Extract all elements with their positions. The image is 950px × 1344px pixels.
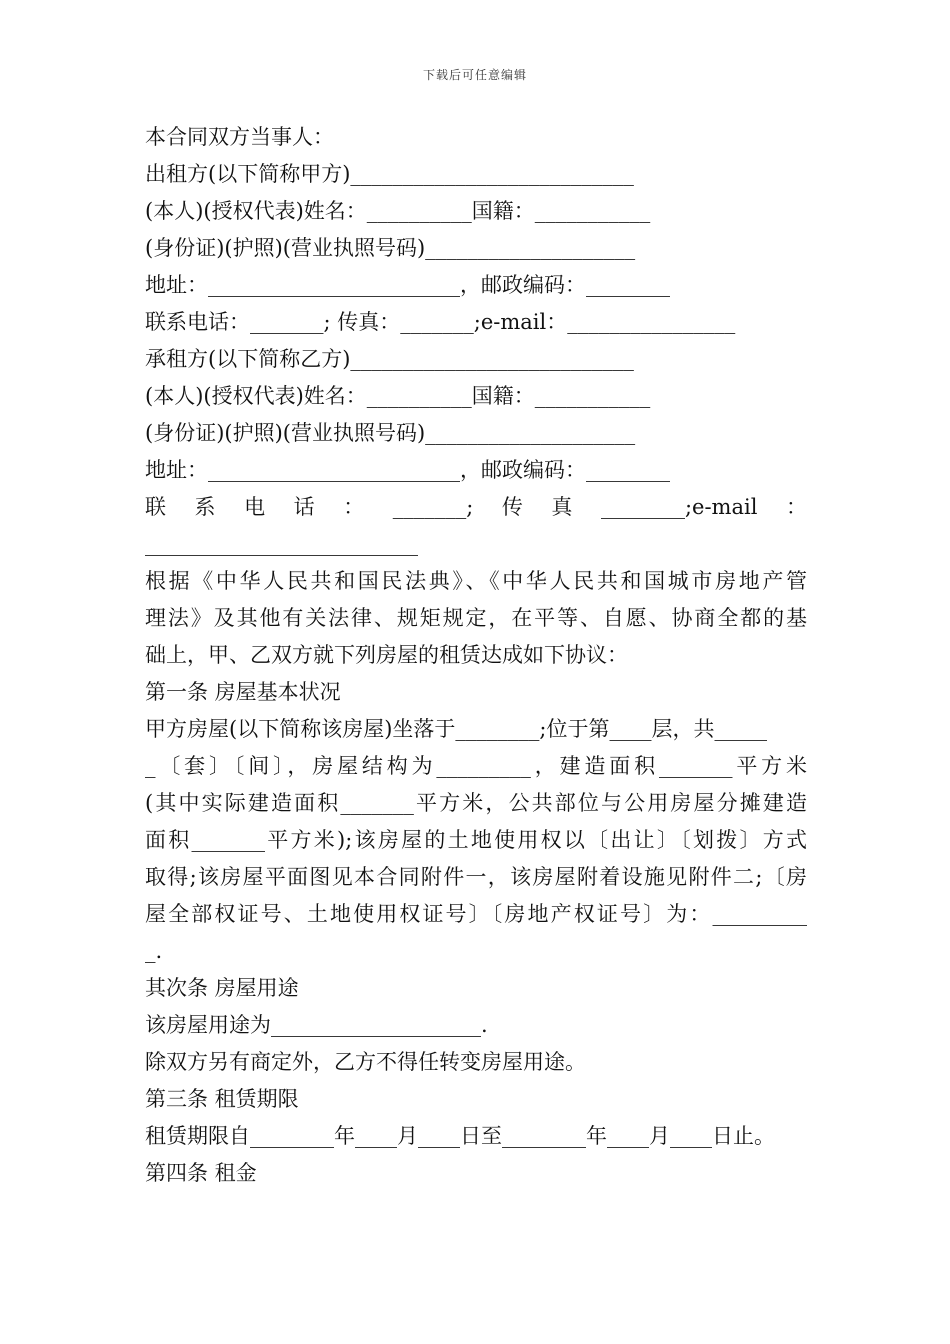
article-2-line: 该房屋用途为____________________. — [145, 1013, 488, 1037]
contact-char: 电 — [244, 495, 266, 519]
contact-char: 系 — [194, 495, 216, 519]
article-1-line: _. — [145, 939, 163, 963]
lessee-email-blank: __________________________ — [145, 532, 418, 556]
article-2-title: 其次条 房屋用途 — [145, 976, 299, 1000]
basis-line: 础上，甲、乙双方就下列房屋的租赁达成如下协议： — [145, 643, 628, 667]
article-1-line: _〔套〕〔间〕，房屋结构为_________，建造面积_______平方米 — [145, 754, 807, 778]
article-1-body — [145, 711, 807, 970]
lessor-name-nationality: (本人)(授权代表)姓名：__________国籍：___________ — [145, 199, 651, 223]
contact-char: ： — [785, 495, 807, 519]
article-1-line: 取得;该房屋平面图见本合同附件一，该房屋附着设施见附件二;〔房 — [145, 865, 807, 889]
contract-body — [145, 119, 807, 1192]
page-header-note: 下载后可任意编辑 — [422, 68, 527, 82]
lessee-id-line: (身份证)(护照)(营业执照号码)____________________ — [145, 421, 636, 445]
article-1-line: 面积_______平方米);该房屋的土地使用权以〔出让〕〔划拨〕方式 — [145, 828, 807, 852]
lessor-address-line: 地址：________________________，邮政编码：________ — [145, 273, 670, 297]
article-1-line: (其中实际建造面积_______平方米，公共部位与公用房屋分摊建造 — [145, 791, 807, 815]
contact-char: 话 — [293, 495, 315, 519]
lessor-line: 出租方(以下简称甲方)___________________________ — [145, 162, 634, 186]
lessor-id-line: (身份证)(护照)(营业执照号码)____________________ — [145, 236, 636, 260]
basis-line: 根据《中华人民共和国民法典》、《中华人民共和国城市房地产管 — [145, 569, 807, 593]
contact-char: 传 — [501, 495, 523, 519]
lessee-name-nationality: (本人)(授权代表)姓名：__________国籍：___________ — [145, 384, 651, 408]
basis-line: 理法》及其他有关法律、规矩规定，在平等、自愿、协商全都的基 — [145, 606, 807, 630]
article-1-line: 甲方房屋(以下简称该房屋)坐落于________;位于第____层，共_____ — [145, 717, 767, 741]
lessee-line: 承租方(以下简称乙方)___________________________ — [145, 347, 634, 371]
contact-char: ： — [343, 495, 365, 519]
contact-fax-email: ________;e-mail — [600, 495, 758, 519]
article-3-title: 第三条 租赁期限 — [145, 1087, 299, 1111]
basis-paragraph — [145, 563, 807, 674]
article-2-line: 除双方另有商定外，乙方不得任转变房屋用途。 — [145, 1050, 586, 1074]
contact-phone-blank: _______; — [392, 495, 474, 519]
lessee-address-line: 地址：________________________，邮政编码：________ — [145, 458, 670, 482]
article-4-title: 第四条 租金 — [145, 1161, 257, 1185]
lessor-contact-line: 联系电话：_______; 传真：_______;e-mail：________________ — [145, 310, 736, 334]
article-3-line: 租赁期限自________年____月____日至________年____月____日止。 — [145, 1124, 775, 1148]
article-1-title: 第一条 房屋基本状况 — [145, 680, 341, 704]
article-1-line: 屋全部权证号、土地使用权证号〕〔房地产权证号〕为：_________ — [145, 902, 807, 926]
contact-char: 联 — [145, 495, 166, 519]
article-2-body — [145, 1007, 807, 1081]
contact-char: 真 — [551, 495, 573, 519]
article-3-body — [145, 1118, 807, 1155]
parties-heading: 本合同双方当事人： — [145, 125, 334, 149]
lessee-contact-line — [145, 489, 807, 526]
